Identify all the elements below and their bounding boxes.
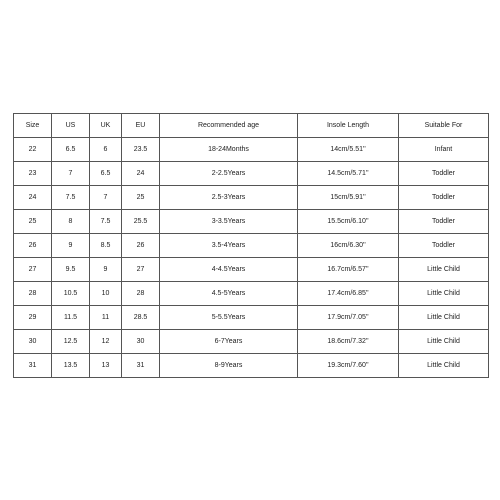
cell-uk: 7.5 [90,210,122,234]
cell-us: 13.5 [52,354,90,378]
cell-size: 27 [14,258,52,282]
cell-size: 23 [14,162,52,186]
cell-eu: 24 [122,162,160,186]
cell-uk: 6 [90,138,122,162]
table-row [14,282,489,306]
cell-suitable-for: Toddler [399,210,489,234]
cell-recommended-age: 6-7Years [160,330,298,354]
cell-recommended-age: 2.5-3Years [160,186,298,210]
cell-insole-length: 16cm/6.30'' [298,234,399,258]
cell-recommended-age: 3-3.5Years [160,210,298,234]
cell-suitable-for: Little Child [399,282,489,306]
header-size: Size [14,114,52,138]
cell-insole-length: 18.6cm/7.32'' [298,330,399,354]
cell-size: 30 [14,330,52,354]
cell-eu: 28 [122,282,160,306]
table-row [14,186,489,210]
cell-recommended-age: 2-2.5Years [160,162,298,186]
cell-suitable-for: Little Child [399,354,489,378]
cell-insole-length: 17.9cm/7.05'' [298,306,399,330]
cell-eu: 31 [122,354,160,378]
header-recommended-age: Recommended age [160,114,298,138]
cell-insole-length: 15.5cm/6.10'' [298,210,399,234]
cell-uk: 6.5 [90,162,122,186]
cell-suitable-for: Little Child [399,306,489,330]
cell-suitable-for: Toddler [399,234,489,258]
size-chart-body [14,138,489,378]
table-row [14,138,489,162]
cell-us: 6.5 [52,138,90,162]
cell-suitable-for: Infant [399,138,489,162]
cell-recommended-age: 18-24Months [160,138,298,162]
cell-us: 12.5 [52,330,90,354]
cell-size: 22 [14,138,52,162]
cell-recommended-age: 8-9Years [160,354,298,378]
cell-insole-length: 19.3cm/7.60'' [298,354,399,378]
cell-insole-length: 15cm/5.91'' [298,186,399,210]
cell-suitable-for: Toddler [399,186,489,210]
header-us: US [52,114,90,138]
table-row [14,330,489,354]
cell-eu: 30 [122,330,160,354]
cell-uk: 13 [90,354,122,378]
cell-us: 9.5 [52,258,90,282]
cell-us: 11.5 [52,306,90,330]
cell-insole-length: 14.5cm/5.71'' [298,162,399,186]
cell-recommended-age: 5-5.5Years [160,306,298,330]
cell-size: 28 [14,282,52,306]
cell-eu: 26 [122,234,160,258]
cell-eu: 25 [122,186,160,210]
cell-uk: 10 [90,282,122,306]
table-row [14,162,489,186]
table-row [14,354,489,378]
cell-uk: 9 [90,258,122,282]
table-row [14,306,489,330]
cell-recommended-age: 3.5-4Years [160,234,298,258]
cell-uk: 8.5 [90,234,122,258]
cell-insole-length: 17.4cm/6.85'' [298,282,399,306]
cell-recommended-age: 4-4.5Years [160,258,298,282]
cell-uk: 12 [90,330,122,354]
cell-eu: 28.5 [122,306,160,330]
cell-insole-length: 16.7cm/6.57'' [298,258,399,282]
header-uk: UK [90,114,122,138]
header-row [14,114,489,138]
header-insole-length: Insole Length [298,114,399,138]
cell-us: 9 [52,234,90,258]
cell-us: 7.5 [52,186,90,210]
table-row [14,258,489,282]
cell-recommended-age: 4.5-5Years [160,282,298,306]
cell-suitable-for: Toddler [399,162,489,186]
cell-suitable-for: Little Child [399,330,489,354]
cell-us: 10.5 [52,282,90,306]
cell-eu: 27 [122,258,160,282]
table-row [14,234,489,258]
table-row [14,210,489,234]
size-chart-table [13,113,489,378]
cell-size: 26 [14,234,52,258]
header-suitable-for: Suitable For [399,114,489,138]
cell-size: 31 [14,354,52,378]
cell-size: 24 [14,186,52,210]
cell-size: 25 [14,210,52,234]
cell-eu: 25.5 [122,210,160,234]
cell-size: 29 [14,306,52,330]
header-eu: EU [122,114,160,138]
cell-insole-length: 14cm/5.51'' [298,138,399,162]
size-chart-header [14,114,489,138]
cell-us: 8 [52,210,90,234]
cell-uk: 11 [90,306,122,330]
cell-suitable-for: Little Child [399,258,489,282]
cell-eu: 23.5 [122,138,160,162]
cell-uk: 7 [90,186,122,210]
cell-us: 7 [52,162,90,186]
